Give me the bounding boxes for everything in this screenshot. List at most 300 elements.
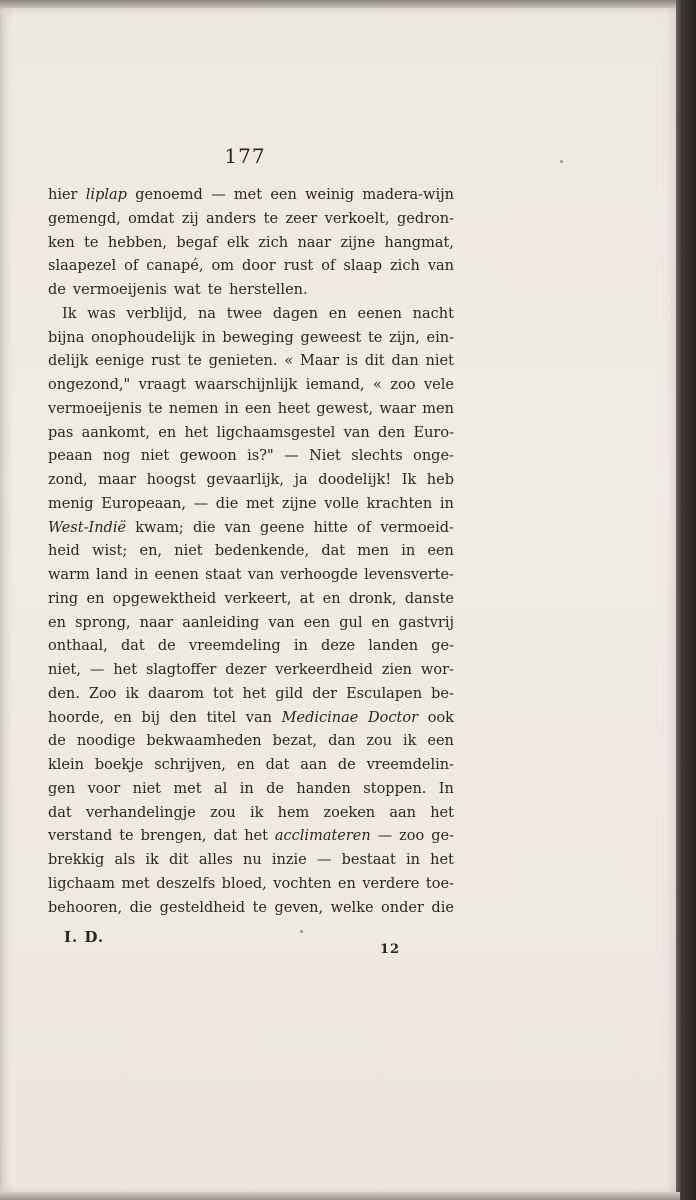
word: van <box>224 519 251 536</box>
word: en <box>328 305 347 322</box>
text-line <box>48 873 454 897</box>
word: die <box>129 899 153 916</box>
word: ge- <box>431 638 454 655</box>
word: de <box>48 733 66 750</box>
word: anders <box>206 210 257 227</box>
word: hem <box>277 804 310 821</box>
word: madera-wijn <box>362 187 454 203</box>
word: hier <box>48 187 78 203</box>
word: dat <box>265 757 290 773</box>
word: een <box>303 614 331 631</box>
word: bekwaamheden <box>146 733 262 750</box>
word: nu <box>243 852 262 868</box>
word: begaf <box>176 234 218 251</box>
word: dit <box>364 353 385 370</box>
text-line <box>48 517 454 541</box>
word: twee <box>226 305 263 322</box>
word: « <box>284 353 294 370</box>
word: herstellen. <box>229 282 308 298</box>
word: ja <box>294 472 308 488</box>
word: stoppen. <box>363 780 427 797</box>
word: bestaat <box>341 852 396 868</box>
text-line <box>48 802 454 826</box>
word: zou <box>210 804 236 821</box>
text-line <box>48 422 454 446</box>
word: Doctor <box>368 709 419 726</box>
word: zijne <box>340 234 376 251</box>
word: eenen <box>154 567 199 583</box>
word: dan <box>391 353 419 370</box>
word: die <box>431 899 454 916</box>
word: ik <box>145 852 159 868</box>
word: het <box>184 424 209 441</box>
word: slaap <box>343 258 383 275</box>
text-line <box>48 279 454 303</box>
word: pas <box>48 424 74 441</box>
word: doodelijk! <box>318 472 392 488</box>
word: heb <box>426 472 454 488</box>
word: ook <box>427 709 454 726</box>
word: geven, <box>274 899 324 916</box>
text-line <box>48 350 454 374</box>
text-line <box>48 540 454 564</box>
word: gevaarlijk, <box>206 472 284 488</box>
word: dronk, <box>348 590 397 607</box>
word: in <box>401 543 416 560</box>
word: bijna <box>48 329 85 346</box>
word: zij <box>181 210 199 227</box>
word: zoo <box>390 377 416 393</box>
word: onophoudelijk <box>91 329 196 346</box>
word: van <box>268 614 295 631</box>
word: geene <box>260 519 305 536</box>
word: gastvrij <box>398 614 454 631</box>
word: het <box>430 804 454 821</box>
word: wist; <box>92 543 128 560</box>
word: de <box>48 282 66 298</box>
word: of <box>357 519 372 536</box>
text-line <box>48 849 454 873</box>
word: verstand <box>48 828 113 845</box>
word: en <box>337 875 356 892</box>
word: — <box>316 852 332 868</box>
word: het <box>242 685 267 702</box>
word: elk <box>226 234 249 251</box>
word: voor <box>87 780 121 797</box>
word: waar <box>379 400 416 417</box>
word: wor- <box>420 662 454 678</box>
word: — <box>193 495 209 512</box>
word: dat <box>48 804 72 821</box>
word: de <box>337 757 356 773</box>
word: verhoogde <box>280 567 358 583</box>
word: niet <box>132 780 161 797</box>
word: warm <box>48 567 90 583</box>
word: vochten <box>273 875 332 892</box>
word: nemen <box>168 400 219 417</box>
word: Euro- <box>413 424 454 441</box>
word: genoemd <box>135 187 203 203</box>
word: titel <box>206 709 237 726</box>
word: vermoeijenis <box>48 400 142 417</box>
word: toe- <box>425 875 454 892</box>
word: dat <box>120 638 145 655</box>
word: iemand, <box>305 377 365 393</box>
word: in <box>134 567 149 583</box>
word: menig <box>48 495 94 512</box>
word: Europeaan, <box>101 495 186 512</box>
page-number: 177 <box>224 144 266 168</box>
word: de <box>266 780 284 797</box>
word: geweest <box>300 329 362 346</box>
page-right-edge-shadow <box>676 0 696 1200</box>
word: zich <box>390 258 420 275</box>
word: vermoeijenis <box>72 282 167 298</box>
word: aanleiding <box>182 614 260 631</box>
word: om <box>211 258 234 275</box>
word: zijne <box>281 495 317 512</box>
word: verdere <box>362 875 420 892</box>
word: door <box>241 258 276 275</box>
text-line <box>48 825 454 849</box>
word: gild <box>275 685 304 702</box>
word: van <box>427 258 454 275</box>
word: slaapezel <box>48 258 117 275</box>
word: slagtoffer <box>145 662 217 678</box>
word: aankomt, <box>81 424 150 441</box>
word: dit <box>168 852 189 868</box>
word: te <box>148 400 163 417</box>
word: gesteldheid <box>159 899 246 916</box>
word: dezer <box>225 662 267 678</box>
word: boekje <box>94 757 144 773</box>
word: nog <box>102 448 131 465</box>
word: naar <box>297 234 331 251</box>
word: Medicinae <box>281 709 359 726</box>
word: en <box>48 614 66 631</box>
word: met <box>245 495 275 512</box>
word: en <box>113 709 132 726</box>
word: krachten <box>366 495 433 512</box>
word: of <box>321 258 336 275</box>
text-line <box>48 707 454 731</box>
paper-speck <box>300 930 303 933</box>
word: volle <box>324 495 359 512</box>
word: met <box>233 187 263 203</box>
word: In <box>438 780 454 797</box>
word: te <box>252 899 267 916</box>
text-line <box>48 659 454 683</box>
paper-speck <box>560 160 563 163</box>
word: van <box>245 709 272 726</box>
word: is <box>345 353 359 370</box>
body-text <box>48 184 454 920</box>
word: omdat <box>128 210 175 227</box>
word: maar <box>98 472 137 488</box>
word: vraagt <box>138 377 187 393</box>
word: den <box>169 709 197 726</box>
word: zou <box>366 733 393 750</box>
word: ring <box>48 590 79 607</box>
text-line <box>48 255 454 279</box>
text-line <box>48 445 454 469</box>
text-line <box>48 730 454 754</box>
word: opgewektheid <box>112 590 217 607</box>
word: acclimateren <box>274 828 371 845</box>
word: verkoelt, <box>324 210 390 227</box>
word: is?" <box>247 448 274 465</box>
word: in <box>239 780 254 797</box>
word: die <box>192 519 216 536</box>
word: welke <box>330 899 374 916</box>
word: vreemdeling <box>188 638 281 655</box>
word: zoeken <box>323 804 376 821</box>
text-line <box>48 184 454 208</box>
word: « <box>373 377 382 393</box>
signature-mark: I. D. <box>64 928 105 946</box>
text-line <box>48 897 454 921</box>
word: klein <box>48 757 84 773</box>
word: ik <box>249 804 264 821</box>
word: deze <box>320 638 356 655</box>
word: ongezond," <box>48 377 131 393</box>
word: niet, <box>48 662 81 678</box>
word: — <box>89 662 105 678</box>
word: te <box>187 353 202 370</box>
word: bezat, <box>272 733 318 750</box>
word: van <box>247 567 274 583</box>
word: gul <box>339 614 363 631</box>
word: met <box>121 875 150 892</box>
word: waarschijnlijk <box>194 377 298 393</box>
word: hebben, <box>107 234 167 251</box>
word: aan <box>389 804 416 821</box>
word: met <box>173 780 202 797</box>
word: rust <box>151 353 181 370</box>
word: alles <box>198 852 233 868</box>
word: het <box>244 828 268 845</box>
word: nacht <box>412 305 454 322</box>
word: brekkig <box>48 852 105 868</box>
word: zijn, <box>389 329 420 346</box>
word: in <box>201 329 216 346</box>
word: slechts <box>351 448 403 465</box>
word: heid <box>48 543 80 560</box>
word: van <box>343 424 370 441</box>
word: en <box>371 614 390 631</box>
word: levensverte- <box>364 567 454 583</box>
word: een <box>427 543 454 560</box>
word: zien <box>381 662 413 678</box>
word: aan <box>300 757 327 773</box>
word: Maar <box>300 353 340 370</box>
word: te <box>207 282 223 298</box>
word: te <box>263 210 279 227</box>
word: als <box>114 852 136 868</box>
word: naar <box>139 614 174 631</box>
word: — <box>377 828 393 845</box>
word: ken <box>48 234 75 251</box>
word: kwam; <box>135 519 184 536</box>
word: brengen, <box>140 828 207 845</box>
word: hoogst <box>146 472 197 488</box>
word: eenige <box>95 353 145 370</box>
word: Ik <box>401 472 417 488</box>
word: en, <box>139 543 163 560</box>
text-line <box>48 754 454 778</box>
word: verhandelingje <box>85 804 196 821</box>
word: vele <box>423 377 454 393</box>
word: — <box>284 448 299 465</box>
word: was <box>87 305 116 322</box>
word: dat <box>321 543 346 560</box>
word: liplap <box>85 187 127 203</box>
word: men <box>357 543 389 560</box>
word: het <box>430 852 454 868</box>
page-bottom-edge <box>0 1192 680 1200</box>
word: hangmat, <box>384 234 454 251</box>
word: ik <box>403 733 417 750</box>
word: het <box>113 662 138 678</box>
word: ein- <box>426 329 454 346</box>
word: sprong, <box>74 614 131 631</box>
word: noodige <box>76 733 136 750</box>
word: West-Indië <box>48 519 127 536</box>
text-line <box>48 374 454 398</box>
word: een <box>270 187 297 203</box>
word: gewoon <box>179 448 237 465</box>
word: zeer <box>285 210 318 227</box>
word: in <box>224 400 239 417</box>
word: en <box>236 757 255 773</box>
word: danste <box>404 590 454 607</box>
word: staat <box>205 567 242 583</box>
word: at <box>299 590 315 607</box>
word: verkeert, <box>224 590 292 607</box>
word: Ik <box>62 305 77 322</box>
word: wat <box>173 282 201 298</box>
word: onge- <box>413 448 454 465</box>
word: een <box>427 733 454 750</box>
word: vreemdelin- <box>366 757 454 773</box>
text-line <box>48 303 454 327</box>
text-line <box>48 208 454 232</box>
text-line <box>48 398 454 422</box>
word: canapé, <box>146 258 204 275</box>
word: delijk <box>48 353 89 370</box>
word: onder <box>381 899 424 916</box>
word: landen <box>368 638 419 655</box>
word: peaan <box>48 448 93 465</box>
word: zoo <box>399 828 425 845</box>
word: weinig <box>305 187 355 203</box>
word: land <box>96 567 128 583</box>
word: dagen <box>272 305 319 322</box>
word: heet <box>277 400 311 417</box>
word: handen <box>296 780 351 797</box>
word: Esculapen <box>346 685 423 702</box>
word: niet <box>174 543 203 560</box>
word: tot <box>213 685 234 702</box>
word: onthaal, <box>48 638 108 655</box>
word: zich <box>258 234 289 251</box>
word: en <box>322 590 341 607</box>
word: na <box>197 305 216 322</box>
word: een <box>244 400 272 417</box>
word: behooren, <box>48 899 123 916</box>
word: — <box>211 187 226 203</box>
text-line <box>48 493 454 517</box>
word: of <box>124 258 139 275</box>
word: vermoeid- <box>380 519 454 536</box>
word: in <box>406 852 420 868</box>
text-line <box>48 612 454 636</box>
word: niet <box>140 448 170 465</box>
word: en <box>86 590 105 607</box>
word: hitte <box>313 519 348 536</box>
word: bij <box>141 709 160 726</box>
text-line <box>48 778 454 802</box>
word: ge- <box>431 828 454 845</box>
word: den <box>378 424 406 441</box>
word: al <box>213 780 228 797</box>
text-line <box>48 232 454 256</box>
word: de <box>157 638 176 655</box>
word: hoorde, <box>48 709 105 726</box>
word: dat <box>213 828 238 845</box>
text-line <box>48 588 454 612</box>
word: gemengd, <box>48 210 121 227</box>
word: schrijven, <box>154 757 226 773</box>
word: daarom <box>147 685 204 702</box>
word: rust <box>283 258 314 275</box>
word: den. <box>48 685 80 702</box>
word: te <box>367 329 383 346</box>
word: ligchaamsgestel <box>216 424 336 441</box>
text-line <box>48 564 454 588</box>
word: der <box>312 685 337 702</box>
word: verblijd, <box>126 305 188 322</box>
word: niet <box>425 353 454 370</box>
word: deszelfs <box>156 875 216 892</box>
word: genieten. <box>208 353 278 370</box>
word: zond, <box>48 472 88 488</box>
word: Niet <box>309 448 341 465</box>
word: in <box>293 638 308 655</box>
word: bedenkende, <box>214 543 310 560</box>
word: gedron- <box>396 210 454 227</box>
word: te <box>119 828 134 845</box>
word: Zoo <box>88 685 117 702</box>
word: bloed, <box>221 875 267 892</box>
word: in <box>439 495 454 512</box>
word: beweging <box>222 329 294 346</box>
text-line <box>48 469 454 493</box>
text-line <box>48 327 454 351</box>
word: te <box>84 234 99 251</box>
word: gewest, <box>316 400 374 417</box>
word: ligchaam <box>48 875 116 892</box>
signature-number: 12 <box>380 942 401 957</box>
word: inzie <box>271 852 307 868</box>
text-line <box>48 683 454 707</box>
word: die <box>215 495 239 512</box>
text-line <box>48 635 454 659</box>
word: dan <box>328 733 356 750</box>
word: men <box>422 400 454 417</box>
word: eenen <box>357 305 402 322</box>
word: be- <box>431 685 454 702</box>
